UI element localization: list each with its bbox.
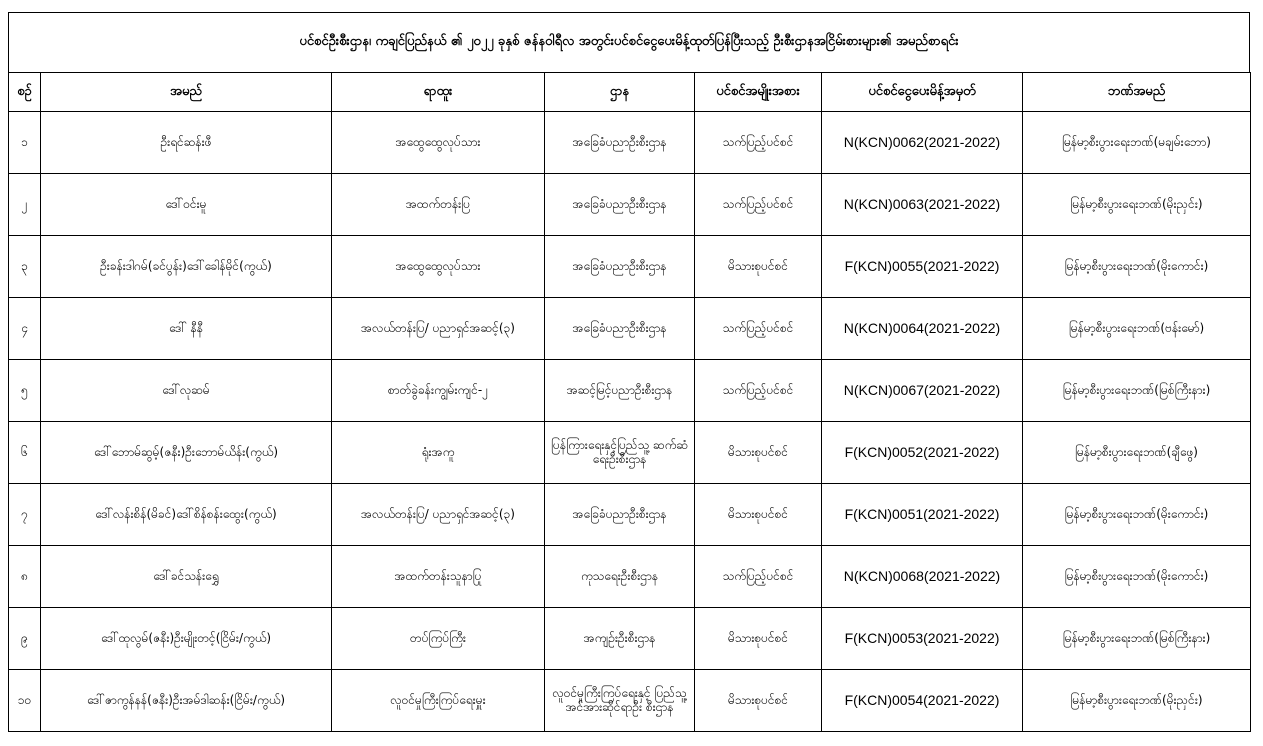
cell-order-number: N(KCN)0068(2021-2022) <box>822 546 1023 608</box>
col-header-bank: ဘဏ်အမည် <box>1023 73 1251 112</box>
table-row <box>9 608 1251 670</box>
cell-department: အခြေခံပညာဦးစီးဌာန <box>545 484 695 546</box>
cell-department: လူဝင်မှုကြီးကြပ်ရေးနှင့် ပြည်သူ့အင်အားဆိုင်ရာဦး စီးဌာန <box>545 670 695 732</box>
pension-list-sheet <box>8 12 1250 732</box>
cell-order-number: F(KCN)0051(2021-2022) <box>822 484 1023 546</box>
cell-order-number: N(KCN)0062(2021-2022) <box>822 112 1023 174</box>
cell-name: ဒေါ်လန်းစိန်(မိခင်)ဒေါ်စိန်စန်းထွေး(ကွယ်) <box>41 484 332 546</box>
cell-pension-type: မိသားစုပင်စင် <box>695 422 822 484</box>
table-row <box>9 112 1251 174</box>
cell-department: ကုသရေးဦးစီးဌာန <box>545 546 695 608</box>
cell-name: ဒေါ်ဘောမ်ဆွမ့်(ဇနီး)ဦးဘောမ်ယိန်း(ကွယ်) <box>41 422 332 484</box>
cell-no: ၇ <box>9 484 41 546</box>
cell-position: စာတ်ခွဲခန်းကျွမ်းကျင်-၂ <box>332 360 545 422</box>
cell-department: ပြန်ကြားရေးနှင့်ပြည်သူ့ ဆက်ဆံရေးဦးစီးဌာန <box>545 422 695 484</box>
cell-position: အလယ်တန်းပြ/ ပညာရှင်အဆင့်(၃) <box>332 298 545 360</box>
cell-order-number: N(KCN)0067(2021-2022) <box>822 360 1023 422</box>
cell-position: အထက်တန်းသူနာပြု <box>332 546 545 608</box>
col-header-name: အမည် <box>41 73 332 112</box>
table-row <box>9 360 1251 422</box>
cell-pension-type: မိသားစုပင်စင် <box>695 236 822 298</box>
cell-bank: မြန်မာ့စီးပွားရေးဘဏ်(မြစ်ကြီးနား) <box>1023 360 1251 422</box>
cell-department: အခြေခံပညာဦးစီးဌာန <box>545 298 695 360</box>
cell-name: ဒေါ်လုဆမ် <box>41 360 332 422</box>
cell-bank: မြန်မာ့စီးပွားရေးဘဏ်(မိုးကောင်း) <box>1023 546 1251 608</box>
cell-pension-type: သက်ပြည့်ပင်စင် <box>695 546 822 608</box>
cell-position: အထွေထွေလုပ်သား <box>332 112 545 174</box>
cell-order-number: F(KCN)0053(2021-2022) <box>822 608 1023 670</box>
cell-department: အဆင့်မြင့်ပညာဦးစီးဌာန <box>545 360 695 422</box>
cell-bank: မြန်မာ့စီးပွားရေးဘဏ်(မချမ်းဘော) <box>1023 112 1251 174</box>
cell-bank: မြန်မာ့စီးပွားရေးဘဏ်(ဗန်းမော်) <box>1023 298 1251 360</box>
cell-no: ၄ <box>9 298 41 360</box>
col-header-department: ဌာန <box>545 73 695 112</box>
table-row <box>9 670 1251 732</box>
cell-pension-type: သက်ပြည့်ပင်စင် <box>695 298 822 360</box>
cell-department: အခြေခံပညာဦးစီးဌာန <box>545 174 695 236</box>
cell-no: ၈ <box>9 546 41 608</box>
table-row <box>9 422 1251 484</box>
cell-name: ဒေါ် နီနီ <box>41 298 332 360</box>
cell-bank: မြန်မာ့စီးပွားရေးဘဏ်(မြစ်ကြီးနား) <box>1023 608 1251 670</box>
cell-no: ၁ <box>9 112 41 174</box>
cell-position: အလယ်တန်းပြ/ ပညာရှင်အဆင့်(၃) <box>332 484 545 546</box>
cell-order-number: N(KCN)0064(2021-2022) <box>822 298 1023 360</box>
cell-no: ၉ <box>9 608 41 670</box>
cell-name: ဒေါ်ဇာကွန်နန်(ဇနီး)ဦးအမ်ဒါဆန်း(ငြိမ်း/ကွယ်) <box>41 670 332 732</box>
col-header-order-number: ပင်စင်ငွေပေးမိန့်အမှတ် <box>822 73 1023 112</box>
document-title: ပင်စင်ဦးစီးဌာန၊ ကချင်ပြည်နယ် ၏ ၂၀၂၂ ခုနှစ် ဇန်နဝါရီလ အတွင်းပင်စင်ငွေပေးမိန့်ထုတ်ပြန်ပြီးသည့် ဦးစီးဌာနအငြိမ်းစားများ၏ အမည်စာရင်း <box>8 12 1250 72</box>
table-row <box>9 546 1251 608</box>
cell-pension-type: မိသားစုပင်စင် <box>695 670 822 732</box>
cell-department: အကျဉ်းဦးစီးဌာန <box>545 608 695 670</box>
cell-pension-type: သက်ပြည့်ပင်စင် <box>695 174 822 236</box>
table-row <box>9 236 1251 298</box>
cell-no: ၂ <box>9 174 41 236</box>
table-body <box>9 112 1251 732</box>
cell-position: တပ်ကြပ်ကြီး <box>332 608 545 670</box>
cell-no: ၅ <box>9 360 41 422</box>
cell-name: ဦးခန်းဒါဂမ်(ခင်ပွန်း)ဒေါ်ခေါန်မိုင်(ကွယ်) <box>41 236 332 298</box>
cell-position: အထွေထွေလုပ်သား <box>332 236 545 298</box>
table-row <box>9 484 1251 546</box>
cell-bank: မြန်မာ့စီးပွားရေးဘဏ်(မိုးညှင်း) <box>1023 174 1251 236</box>
cell-position: ရုံးအကူ <box>332 422 545 484</box>
cell-name: ဦးရင်ဆန်းဖီ <box>41 112 332 174</box>
col-header-no: စဉ် <box>9 73 41 112</box>
header-row <box>9 73 1251 112</box>
table-row <box>9 298 1251 360</box>
cell-order-number: F(KCN)0052(2021-2022) <box>822 422 1023 484</box>
col-header-position: ရာထူး <box>332 73 545 112</box>
cell-bank: မြန်မာ့စီးပွားရေးဘဏ်(မိုးကောင်း) <box>1023 236 1251 298</box>
cell-name: ဒေါ်ဝင်းမူ <box>41 174 332 236</box>
cell-department: အခြေခံပညာဦးစီးဌာန <box>545 236 695 298</box>
cell-bank: မြန်မာ့စီးပွားရေးဘဏ်(ချီဖွေ) <box>1023 422 1251 484</box>
cell-name: ဒေါ်ခင်သန်းရွှေ <box>41 546 332 608</box>
cell-no: ၃ <box>9 236 41 298</box>
cell-no: ၆ <box>9 422 41 484</box>
cell-bank: မြန်မာ့စီးပွားရေးဘဏ်(မိုးညှင်း) <box>1023 670 1251 732</box>
cell-position: အထက်တန်းပြ <box>332 174 545 236</box>
pension-table <box>8 72 1251 732</box>
cell-order-number: N(KCN)0063(2021-2022) <box>822 174 1023 236</box>
cell-pension-type: သက်ပြည့်ပင်စင် <box>695 112 822 174</box>
cell-no: ၁၀ <box>9 670 41 732</box>
cell-pension-type: မိသားစုပင်စင် <box>695 608 822 670</box>
cell-pension-type: မိသားစုပင်စင် <box>695 484 822 546</box>
cell-order-number: F(KCN)0055(2021-2022) <box>822 236 1023 298</box>
cell-bank: မြန်မာ့စီးပွားရေးဘဏ်(မိုးကောင်း) <box>1023 484 1251 546</box>
table-row <box>9 174 1251 236</box>
cell-order-number: F(KCN)0054(2021-2022) <box>822 670 1023 732</box>
cell-name: ဒေါ်ထုလွမ်(ဇနီး)ဦးမျိုးတင့်(ငြိမ်း/ကွယ်) <box>41 608 332 670</box>
cell-position: လူဝင်မှုကြီးကြပ်ရေးမှူး <box>332 670 545 732</box>
cell-pension-type: သက်ပြည့်ပင်စင် <box>695 360 822 422</box>
col-header-pension-type: ပင်စင်အမျိုးအစား <box>695 73 822 112</box>
cell-department: အခြေခံပညာဦးစီးဌာန <box>545 112 695 174</box>
